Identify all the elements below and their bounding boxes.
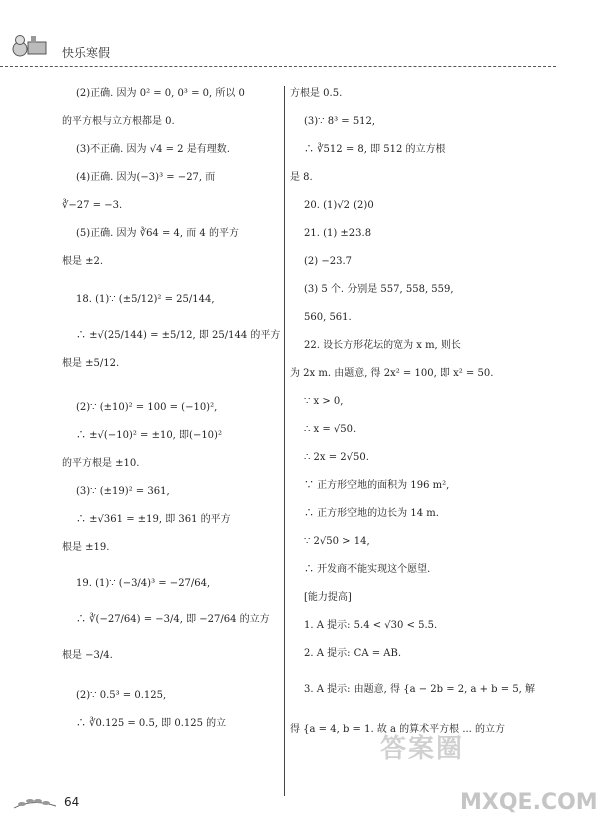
right-line: 20. (1)√2 (2)0 [304, 200, 374, 211]
left-line: ∛−27 = −3. [62, 200, 123, 211]
right-line: 为 2x m. 由题意, 得 2x² = 100, 即 x² = 50. [290, 368, 494, 379]
snowman-logo-icon [10, 32, 50, 58]
left-line: 根是 −3/4. [62, 650, 113, 661]
right-line: 2. A 提示: CA = AB. [304, 648, 402, 659]
left-line: 的平方根与立方根都是 0. [62, 116, 175, 127]
left-line: ∴ ∛0.125 = 0.5, 即 0.125 的立 [76, 718, 227, 729]
header-divider [0, 66, 556, 67]
right-line: (3)∵ 8³ = 512, [304, 116, 376, 127]
page-header [0, 30, 556, 70]
column-divider [284, 86, 285, 796]
right-line: ∴ 2x = 2√50. [304, 452, 369, 463]
left-line: 18. (1)∵ (±5/12)² = 25/144, [76, 294, 215, 305]
left-line: 的平方根是 ±10. [62, 458, 140, 469]
right-line: (3) 5 个. 分别是 557, 558, 559, [304, 284, 454, 295]
right-line: 1. A 提示: 5.4 < √30 < 5.5. [304, 620, 438, 631]
left-line: (2)∵ (±10)² = 100 = (−10)², [76, 402, 218, 413]
right-line: 是 8. [290, 172, 313, 183]
left-line: 19. (1)∵ (−3/4)³ = −27/64, [76, 578, 211, 589]
right-line: 560, 561. [304, 312, 352, 323]
left-line: (3)∵ (±19)² = 361, [76, 486, 170, 497]
right-line: 21. (1) ±23.8 [304, 228, 372, 239]
right-line: ∴ ∛512 = 8, 即 512 的立方根 [304, 144, 446, 155]
page-number: 64 [64, 795, 80, 809]
left-line: 根是 ±5/12. [62, 358, 120, 369]
left-line: 根是 ±19. [62, 542, 110, 553]
watermark-url: MXQE.COM [460, 790, 598, 815]
right-line: 方根是 0.5. [290, 88, 343, 99]
right-line: ∵ 2√50 > 14, [304, 536, 370, 547]
right-line: ∵ 正方形空地的面积为 196 m², [304, 480, 450, 491]
right-line: ∴ 开发商不能实现这个愿望. [304, 564, 431, 575]
right-line: ∵ x > 0, [304, 396, 344, 407]
left-line: (4)正确. 因为(−3)³ = −27, 而 [76, 172, 216, 183]
left-line: 根是 ±2. [62, 256, 104, 267]
left-line: (5)正确. 因为 ∛64 = 4, 而 4 的平方 [76, 228, 239, 239]
watermark-logo: 答案圈 [380, 734, 465, 764]
left-line: ∴ ±√(−10)² = ±10, 即(−10)² [76, 430, 222, 441]
header-title: 快乐寒假 [62, 46, 111, 60]
left-line: ∴ ±√361 = ±19, 即 361 的平方 [76, 514, 231, 525]
right-line: ∴ x = √50. [304, 424, 357, 435]
leaf-decoration-icon [12, 776, 72, 816]
right-line: (2) −23.7 [304, 256, 352, 267]
right-line: [能力提高] [304, 592, 352, 603]
left-line: (2)正确. 因为 0² = 0, 0³ = 0, 所以 0 [76, 88, 245, 99]
right-line: 22. 设长方形花坛的宽为 x m, 则长 [304, 340, 461, 351]
right-line: 3. A 提示: 由题意, 得 {a − 2b = 2, a + b = 5, 解 [304, 684, 536, 695]
right-line: 得 {a = 4, b = 1. 故 a 的算术平方根 ... 的立方 [290, 724, 506, 735]
left-line: ∴ ∛(−27/64) = −3/4, 即 −27/64 的立方 [76, 614, 270, 625]
right-line: ∴ 正方形空地的边长为 14 m. [304, 508, 439, 519]
left-line: (3)不正确. 因为 √4 = 2 是有理数. [76, 144, 230, 155]
left-line: (2)∵ 0.5³ = 0.125, [76, 690, 167, 701]
left-line: ∴ ±√(25/144) = ±5/12, 即 25/144 的平方 [76, 330, 281, 341]
